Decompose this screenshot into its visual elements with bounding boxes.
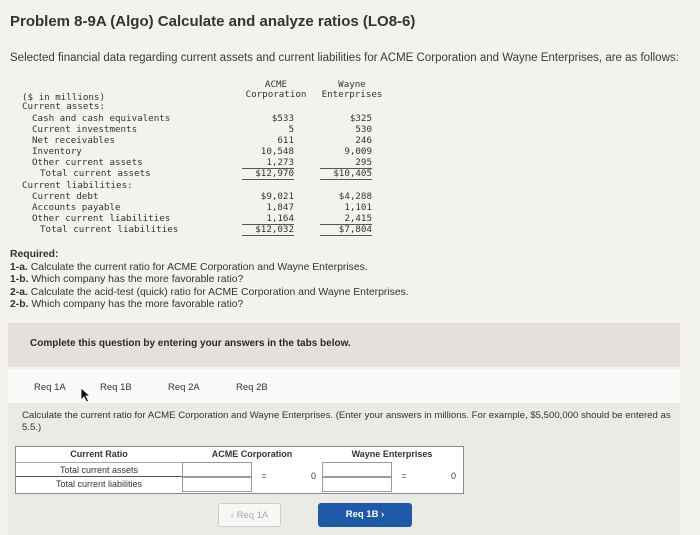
- grid-header-label: Current Ratio: [70, 449, 128, 459]
- row-label: Total current assets: [40, 168, 151, 179]
- grid-header-acme: ACME Corporation: [211, 449, 293, 459]
- wayne-header-line2: Enterprises: [321, 89, 383, 100]
- item-text: Calculate the acid-test (quick) ratio for ACME Corporation and Wayne Enterprises.: [27, 286, 409, 298]
- current-ratio-grid: [15, 446, 464, 494]
- wayne-total-current-assets: $10,405: [320, 168, 372, 180]
- row-label: Net receivables: [32, 135, 115, 146]
- prev-req-button[interactable]: [218, 503, 281, 527]
- item-text: Which company has the more favorable ratio?: [28, 274, 244, 286]
- intro-text: Selected financial data regarding current assets and current liabilities for ACME Corporation and Wayne Enterprises, are as follows:: [10, 52, 679, 64]
- wayne-equals-sign: =: [401, 471, 407, 481]
- wayne-value: $4,288: [338, 191, 372, 202]
- tab-req-1a[interactable]: Req 1A: [34, 382, 66, 393]
- acme-value: 5: [288, 124, 294, 135]
- acme-denominator-input[interactable]: [182, 477, 252, 492]
- grid-header-wayne: Wayne Enterprises: [351, 449, 433, 459]
- wayne-column-header: [316, 80, 388, 100]
- acme-value: $533: [271, 113, 294, 124]
- acme-value: 1,847: [266, 202, 294, 213]
- acme-header-line1: ACME: [264, 79, 288, 90]
- item-tag: 2-b.: [10, 299, 29, 311]
- row-label: Current debt: [32, 191, 99, 202]
- required-item: [10, 262, 409, 275]
- wayne-value: $325: [349, 113, 372, 124]
- required-item: [10, 287, 409, 300]
- row-label: Total current liabilities: [40, 224, 179, 235]
- wayne-ratio-result: 0: [450, 471, 456, 481]
- acme-value: 1,164: [242, 213, 294, 225]
- instruction-text: Calculate the current ratio for ACME Corporation and Wayne Enterprises. (Enter your answers in millions. For example, $5,500,000 should be entered as 5.5.): [22, 410, 671, 433]
- acme-value: 1,273: [242, 157, 294, 169]
- chevron-right-icon: ›: [381, 509, 385, 520]
- tab-req-2a[interactable]: Req 2A: [168, 382, 200, 393]
- item-tag: 1-a.: [10, 261, 28, 273]
- acme-header-line2: Corporation: [245, 89, 307, 100]
- required-heading: Required:: [10, 249, 59, 260]
- next-req-button[interactable]: [318, 503, 412, 527]
- row-label: Inventory: [32, 146, 82, 157]
- wayne-total-current-liabilities: $7,804: [320, 224, 372, 236]
- tab-req-1b[interactable]: Req 1B: [100, 382, 132, 393]
- grid-row-numerator-label: Total current assets: [16, 462, 182, 477]
- grid-row-denominator-label: Total current liabilities: [55, 479, 143, 489]
- tab-req-2b[interactable]: Req 2B: [236, 382, 268, 393]
- wayne-value: 2,415: [320, 213, 372, 225]
- item-text: Which company has the more favorable ratio?: [28, 299, 244, 311]
- wayne-header-line1: Wayne: [338, 79, 366, 90]
- chevron-left-icon: ‹: [230, 510, 234, 521]
- wayne-value: 246: [355, 135, 372, 146]
- item-tag: 1-b.: [10, 274, 29, 286]
- acme-total-current-assets: $12,970: [242, 168, 294, 180]
- units-label: ($ in millions): [22, 92, 105, 103]
- acme-ratio-result: 0: [310, 471, 316, 481]
- required-section: [10, 249, 409, 312]
- current-assets-header: Current assets:: [22, 101, 105, 112]
- wayne-value: 9,009: [344, 146, 372, 157]
- wayne-value: 1,101: [344, 202, 372, 213]
- item-tag: 2-a.: [10, 286, 28, 298]
- current-liabilities-header: Current liabilities:: [22, 180, 133, 191]
- acme-value: 611: [277, 135, 294, 146]
- complete-prompt: Complete this question by entering your answers in the tabs below.: [30, 338, 351, 349]
- acme-column-header: [240, 80, 312, 100]
- wayne-numerator-input[interactable]: [322, 462, 392, 477]
- row-label: Accounts payable: [32, 202, 121, 213]
- wayne-value: 530: [355, 124, 372, 135]
- row-label: Cash and cash equivalents: [32, 113, 171, 124]
- next-button-label: Req 1B: [345, 509, 379, 520]
- prev-button-label: Req 1A: [236, 510, 269, 521]
- acme-total-current-liabilities: $12,032: [242, 224, 294, 236]
- item-text: Calculate the current ratio for ACME Corporation and Wayne Enterprises.: [27, 261, 368, 273]
- row-label: Current investments: [32, 124, 138, 135]
- page-title: Problem 8-9A (Algo) Calculate and analyze ratios (LO8-6): [10, 13, 416, 30]
- row-label: Other current assets: [32, 157, 143, 168]
- required-item: [10, 299, 409, 312]
- wayne-value: 295: [320, 157, 372, 169]
- acme-numerator-input[interactable]: [182, 462, 252, 477]
- wayne-denominator-input[interactable]: [322, 477, 392, 492]
- acme-value: 10,548: [260, 146, 294, 157]
- mouse-cursor-icon: [80, 387, 92, 403]
- row-label: Other current liabilities: [32, 213, 171, 224]
- acme-value: $9,021: [260, 191, 294, 202]
- required-item: [10, 274, 409, 287]
- acme-equals-sign: =: [261, 471, 267, 481]
